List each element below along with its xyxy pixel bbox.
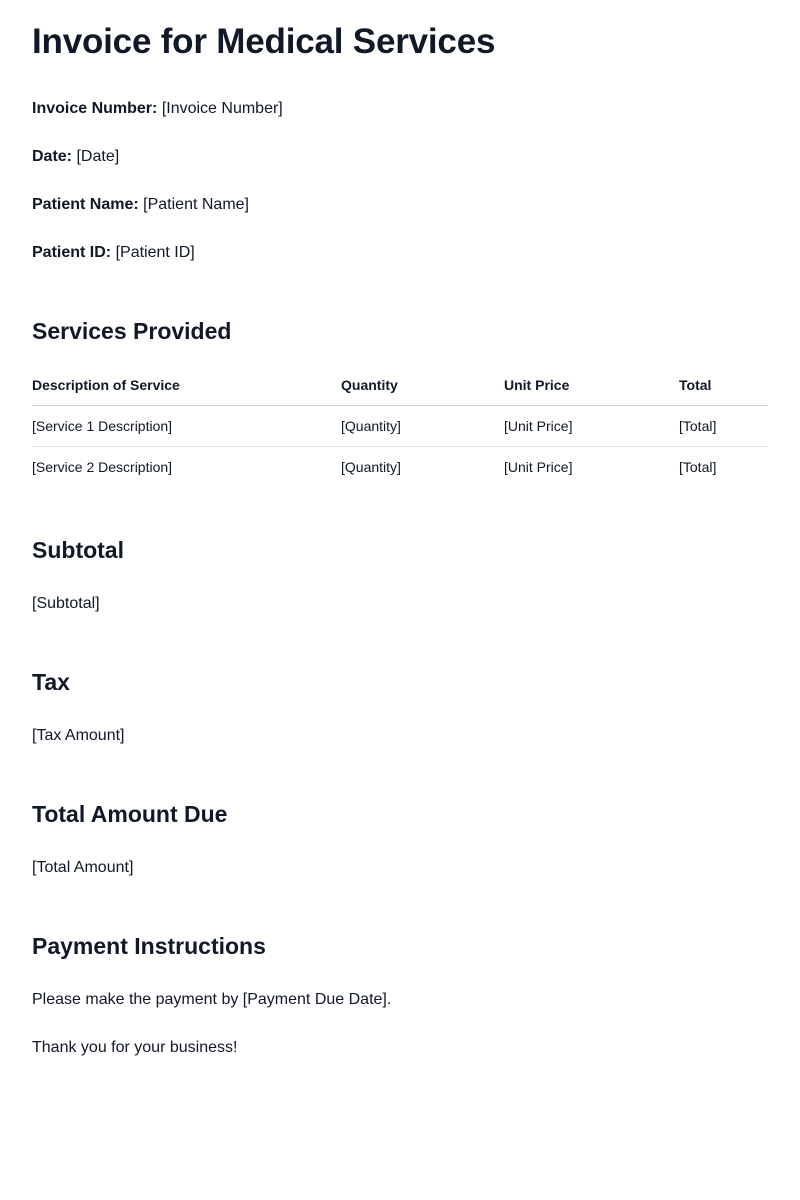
table-row <box>32 406 768 447</box>
patient-id-label: Patient ID: <box>32 244 112 261</box>
patient-name-value: [Patient Name] <box>143 196 249 213</box>
total-due-heading: Total Amount Due <box>32 801 228 827</box>
cell-unit-price: [Unit Price] <box>504 459 573 475</box>
subtotal-value: [Subtotal] <box>32 595 100 612</box>
patient-name-label: Patient Name: <box>32 196 139 213</box>
payment-instructions-heading: Payment Instructions <box>32 933 266 959</box>
patient-name-field <box>32 196 249 214</box>
patient-id-field <box>32 244 195 262</box>
cell-quantity: [Quantity] <box>341 459 401 475</box>
total-due-value: [Total Amount] <box>32 859 134 876</box>
payment-instruction-text: Please make the payment by [Payment Due Date]. <box>32 991 392 1008</box>
invoice-number-label: Invoice Number: <box>32 100 158 117</box>
services-table <box>32 365 768 487</box>
column-header-total: Total <box>679 365 768 406</box>
date-label: Date: <box>32 148 73 165</box>
tax-heading: Tax <box>32 669 70 695</box>
invoice-number-value: [Invoice Number] <box>161 100 283 117</box>
cell-description: [Service 1 Description] <box>32 406 341 447</box>
page-title: Invoice for Medical Services <box>32 22 496 61</box>
cell-quantity: [Quantity] <box>341 406 504 447</box>
date-field <box>32 148 119 166</box>
tax-value: [Tax Amount] <box>32 727 125 744</box>
invoice-number-field <box>32 100 283 118</box>
cell-total: [Total] <box>679 406 768 447</box>
cell-unit-price: [Unit Price] <box>504 406 679 447</box>
services-heading: Services Provided <box>32 318 232 344</box>
date-value: [Date] <box>76 148 120 165</box>
table-header-row <box>32 365 768 406</box>
column-header-description: Description of Service <box>32 365 341 406</box>
thank-you-text: Thank you for your business! <box>32 1039 238 1056</box>
table-row <box>32 447 768 488</box>
cell-description: [Service 2 Description] <box>32 459 173 475</box>
patient-id-value: [Patient ID] <box>115 244 195 261</box>
subtotal-heading: Subtotal <box>32 537 124 563</box>
cell-total: [Total] <box>679 459 717 475</box>
column-header-quantity: Quantity <box>341 365 504 406</box>
column-header-unit-price: Unit Price <box>504 365 679 406</box>
